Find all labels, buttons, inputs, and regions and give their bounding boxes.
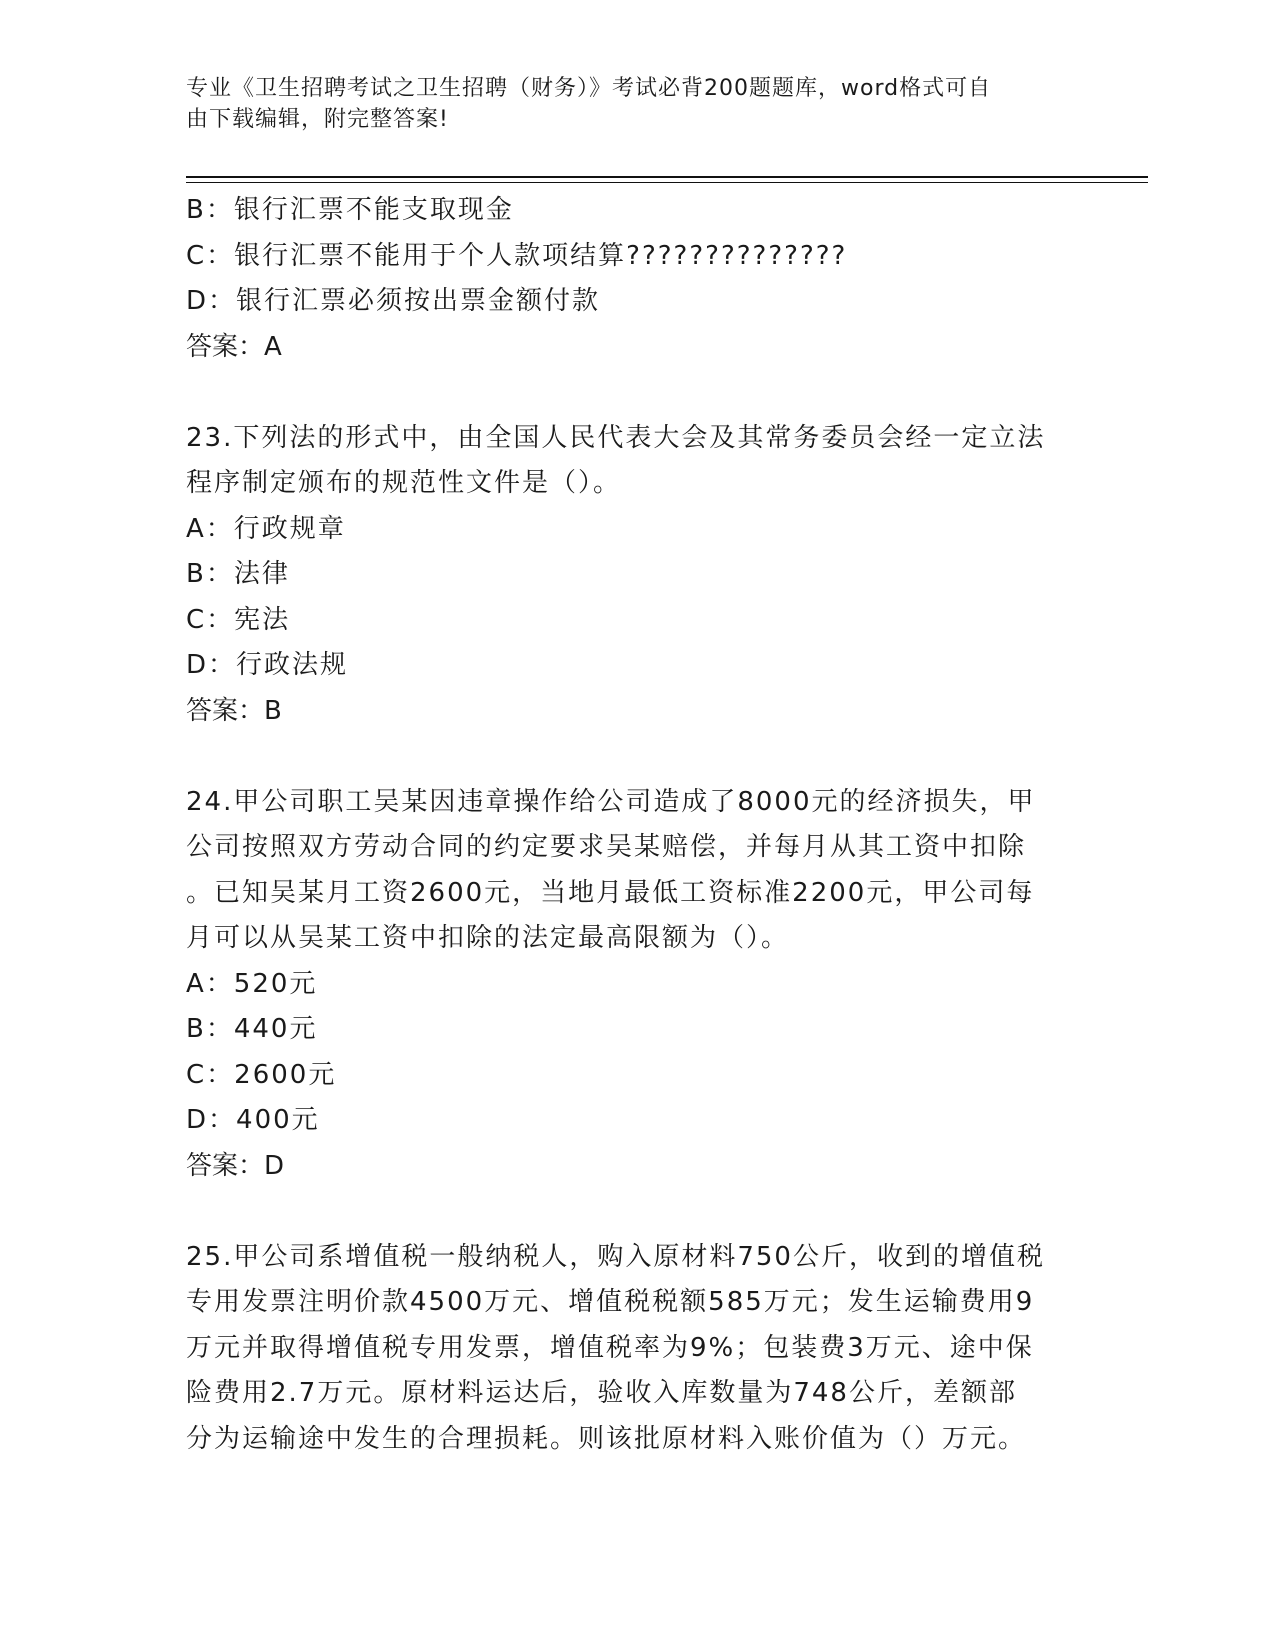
answer-line: 答案：A	[186, 331, 282, 362]
option-d: D：400元	[186, 1105, 320, 1135]
option-c: C：银行汇票不能用于个人款项结算??????????????	[186, 240, 848, 271]
question-stem-line: 专用发票注明价款4500万元、增值税税额585万元；发生运输费用9	[186, 1287, 1035, 1317]
header-line-1: 专业《卫生招聘考试之卫生招聘（财务）》考试必背200题题库，word格式可自	[186, 76, 992, 101]
option-b: B：银行汇票不能支取现金	[186, 195, 514, 225]
answer-line: 答案：B	[186, 695, 282, 726]
spacer	[186, 1189, 1086, 1235]
spacer	[186, 370, 1086, 416]
question-24	[186, 780, 1086, 1190]
question-list	[186, 188, 1086, 1462]
option-a: A：520元	[186, 968, 318, 999]
question-stem-line: 23.下列法的形式中，由全国人民代表大会及其常务委员会经一定立法	[186, 422, 1046, 453]
option-d: D：行政法规	[186, 650, 349, 680]
question-stem-line: 24.甲公司职工吴某因违章操作给公司造成了8000元的经济损失，甲	[186, 786, 1036, 817]
document-header	[186, 73, 1086, 135]
header-line-2: 由下载编辑，附完整答案!	[186, 107, 449, 132]
option-c: C：2600元	[186, 1059, 337, 1090]
option-c: C：宪法	[186, 604, 291, 635]
option-a: A：行政规章	[186, 513, 346, 544]
question-23	[186, 416, 1086, 735]
question-stem-line: 万元并取得增值税专用发票，增值税率为9%；包装费3万元、途中保	[186, 1332, 1034, 1363]
spacer	[186, 734, 1086, 780]
option-b: B：法律	[186, 559, 290, 589]
question-stem-line: 。已知吴某月工资2600元，当地月最低工资标准2200元，甲公司每	[186, 877, 1035, 908]
question-stem-line: 公司按照双方劳动合同的约定要求吴某赔偿，并每月从其工资中扣除	[186, 832, 1027, 862]
option-d: D：银行汇票必须按出票金额付款	[186, 286, 601, 316]
question-stem-line: 分为运输途中发生的合理损耗。则该批原材料入账价值为（）万元。	[186, 1423, 1027, 1454]
option-b: B：440元	[186, 1014, 318, 1044]
question-stem-line: 25.甲公司系增值税一般纳税人，购入原材料750公斤，收到的增值税	[186, 1241, 1045, 1272]
answer-line: 答案：D	[186, 1150, 285, 1181]
prev-question-block	[186, 188, 1086, 370]
question-25	[186, 1235, 1086, 1463]
header-rule-thin	[186, 182, 1148, 183]
question-stem-line: 月可以从吴某工资中扣除的法定最高限额为（）。	[186, 923, 790, 953]
question-stem-line: 险费用2.7万元。原材料运达后，验收入库数量为748公斤，差额部	[186, 1378, 1017, 1408]
question-stem-line: 程序制定颁布的规范性文件是（）。	[186, 468, 622, 498]
header-rule-thick	[186, 176, 1148, 178]
